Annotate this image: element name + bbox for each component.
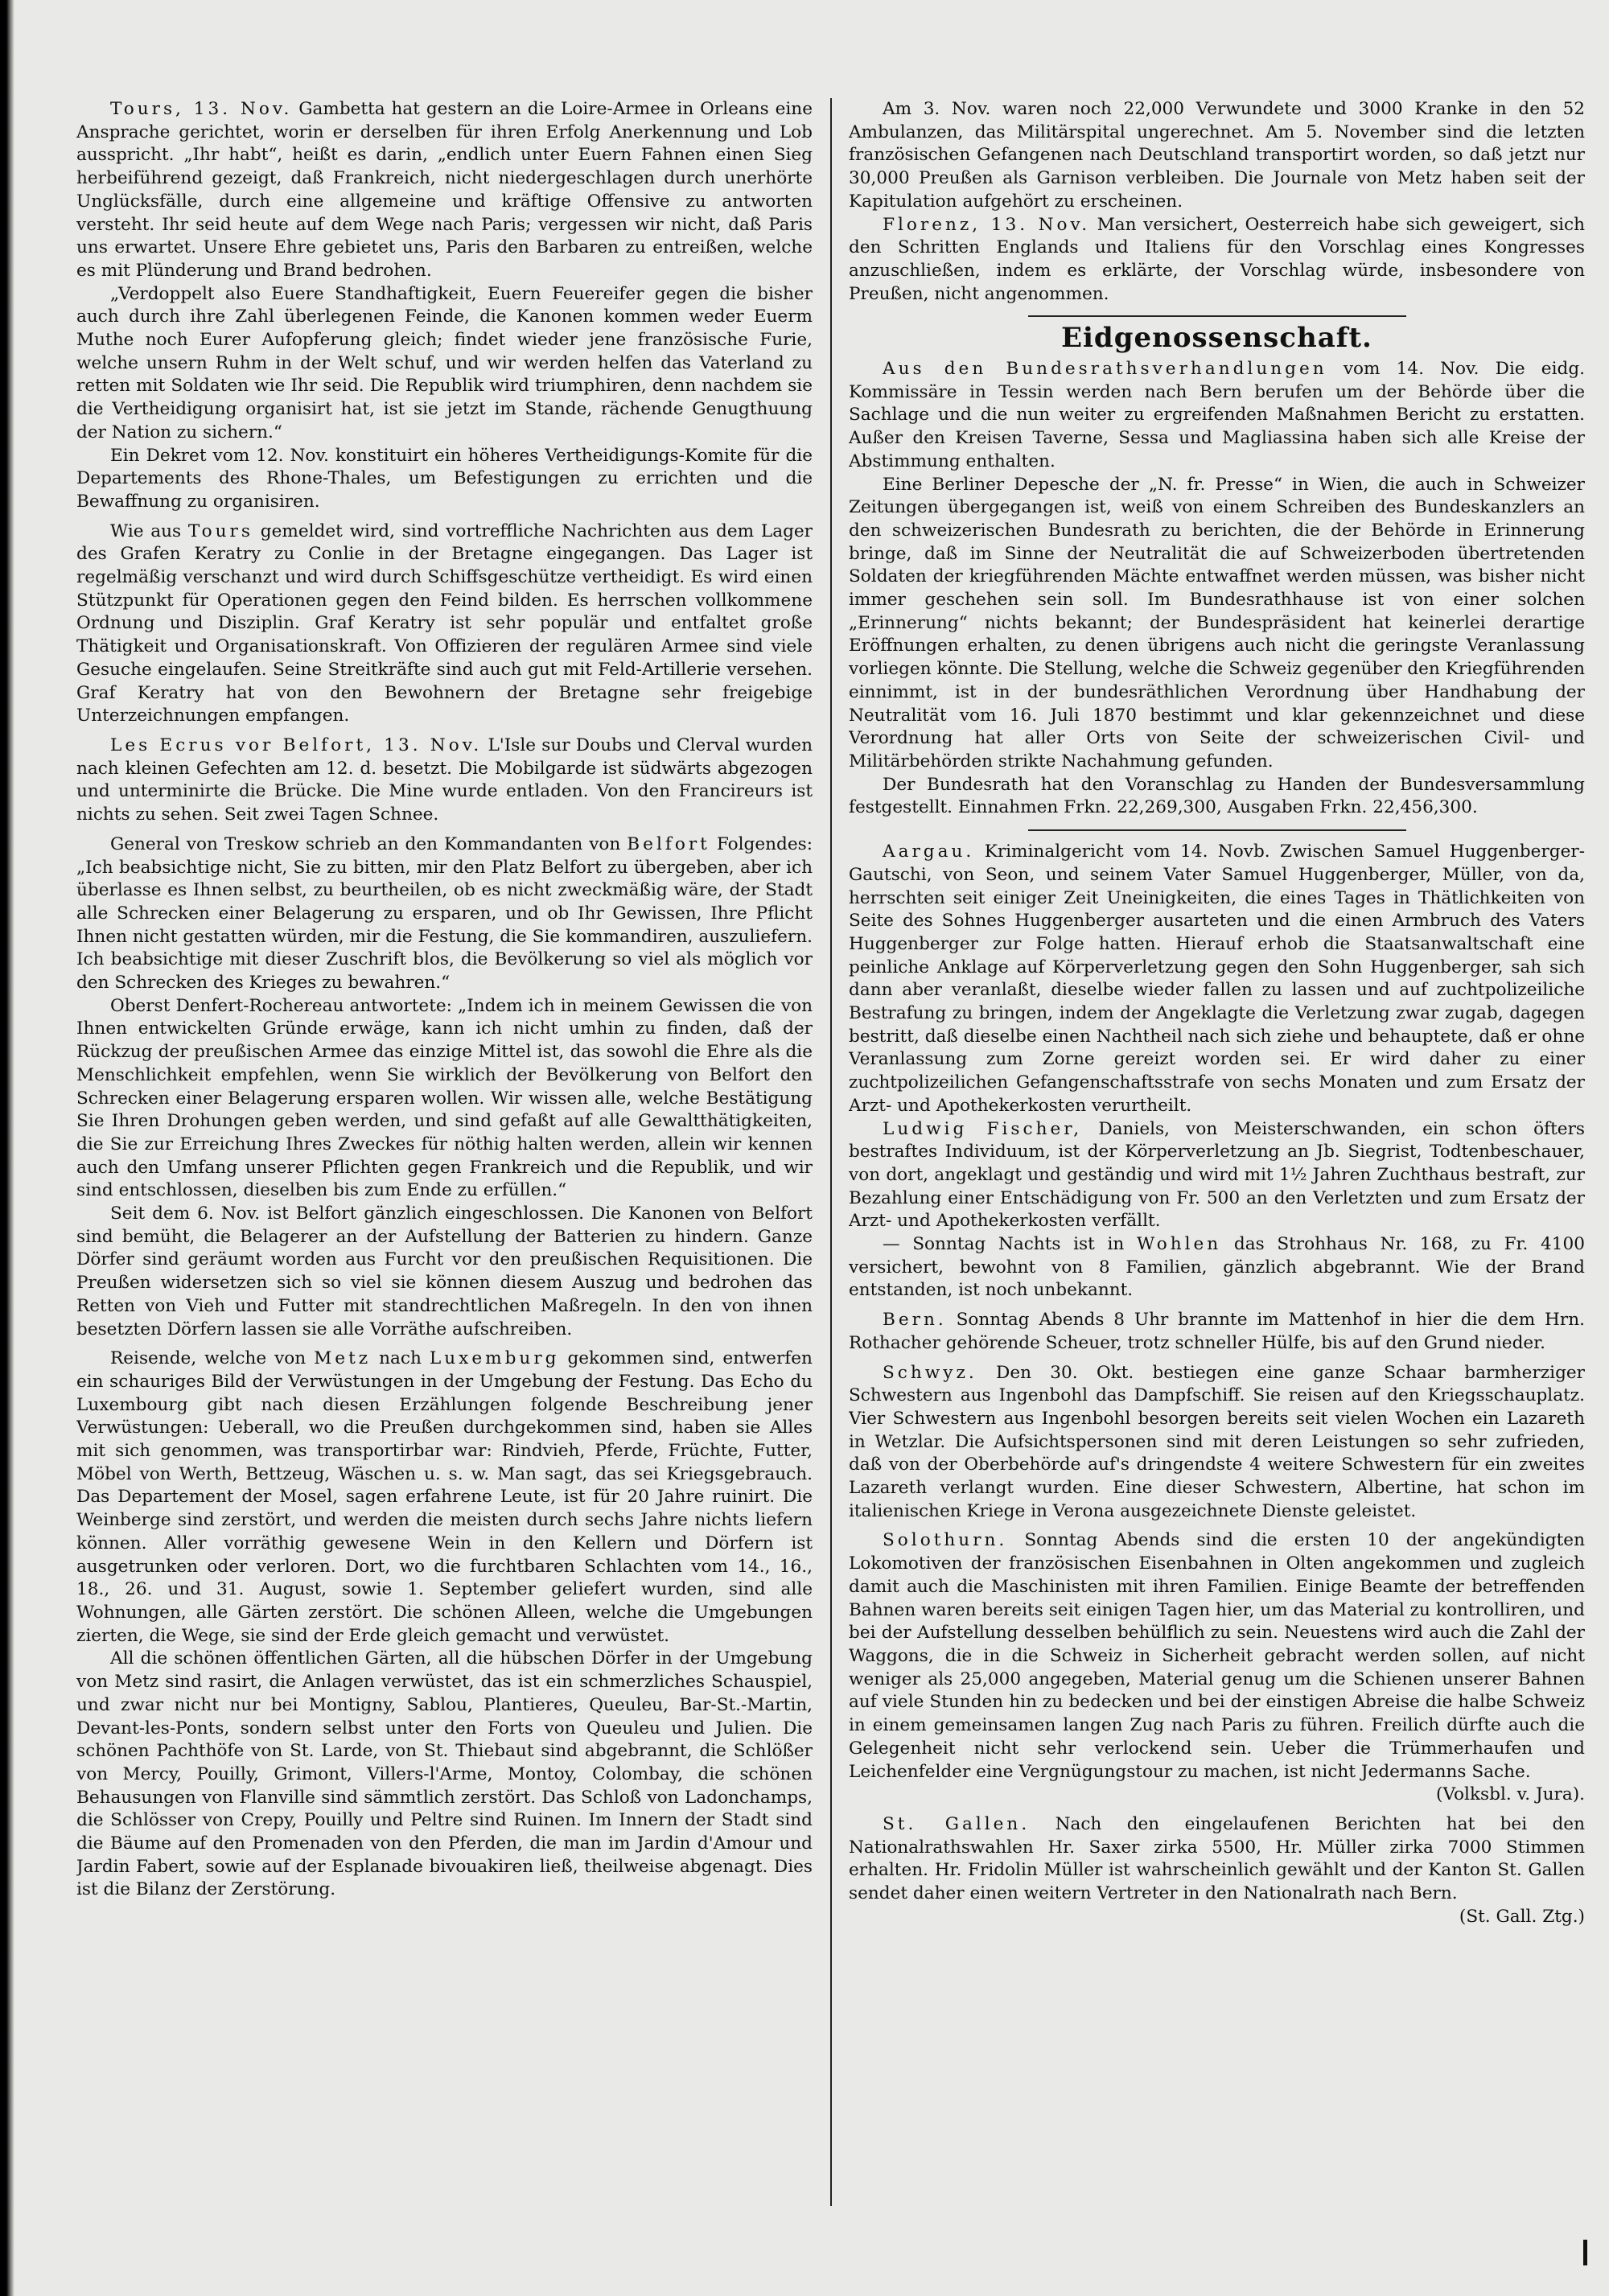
source-volksblatt: (Volksbl. v. Jura). (1436, 1784, 1585, 1805)
article-florenz: Florenz, 13. Nov. Man versichert, Oesterreich habe sich geweigert, sich den Schritten Englands und Italiens für den Vorschlag eines Kongresses anzuschließen, indem es erklärte, der Vorschlag würde, insbesondere von Preußen, nicht angenommen. (849, 214, 1585, 304)
article-solothurn: Solothurn. Sonntag Abends sind die ersten 10 der angekündigten Lokomotiven der französischen Eisenbahnen in Olten angekommen und zugleich damit auch die Maschinisten mit ihren Familien. Einige Beamte der betreffenden Bahnen waren bereits seit einigen Tagen hier, um das Material zu kontrolliren, und bei der Aufstellung desselben behülflich zu sein. Neuestens wird auch die Zahl der Waggons, die in die Schweiz in Sicherheit gebracht werden sollen, auf nicht weniger als 25,000 angegeben, Material genug um die Schienen unserer Bahnen auf viele Stunden hin zu bedecken und bei der einstigen Abreise die halbe Schweiz in einem gemeinsamen langen Zug nach Paris zu führen. Freilich dürfte auch die Gelegenheit nicht sehr verlockend sein. Ueber die Trümmerhaufen und Leichenfelder eine Vergnügungstour zu machen, ist nicht Jedermanns Sache. (849, 1530, 1585, 1782)
article-belfort-denfert: Oberst Denfert-Rochereau antwortete: „Indem ich in meinem Gewissen die von Ihnen entwickelten Gründe erwäge, kann ich nicht umhin zu finden, daß der Rückzug der preußischen Armee das einzige Mittel ist, das sowohl die Ehre als die Menschlichkeit empfehlen, wenn Sie wirklich der Bevölkerung von Belfort den Schrecken einer Belagerung ersparen wollen. Wir wissen alle, welche Bestätigung Sie Ihren Drohungen geben werden, und sind gefaßt auf alle Gewaltthätigkeiten, die Sie zur Erreichung Ihres Zweckes für nöthig halten werden, allein wir kennen auch den Umfang unserer Pflichten gegen Frankreich und die Republik, und wir sind entschlossen, dieselben bis zum Ende zu erfüllen.“ (76, 995, 813, 1201)
scan-dark-edge (0, 0, 14, 2296)
article-metz-travellers: Reisende, welche von Metz nach Luxemburg gekommen sind, entwerfen ein schauriges Bild der Verwüstungen in der Umgebung der Festung. Das Echo du Luxembourg gibt nach diesen Erzählungen folgende Beschreibung jener Verwüstungen: Ueberall, wo die Preußen durchgekommen sind, haben sie Alles mit sich genommen, was transportirbar war: Rindvieh, Pferde, Früchte, Futter, Möbel von Werth, Bettzeug, Wäschen u. s. w. Man sagt, das sei Kriegsgebrauch. Das Departement der Mosel, sagen erfahrene Leute, ist für 20 Jahre ruinirt. Die Weinberge sind zerstört, und werden die meisten durch sechs Jahre nichts liefern können. Aller vorräthig gewesene Wein in den Kellern und Dörfern ist ausgetrunken oder verloren. Dort, wo die furchtbaren Schlachten vom 14., 16., 18., 26. und 31. August, sowie 1. September geliefert wurden, sind alle Wohnungen, alle Gärten zerstört. Die schönen Alleen, welche die Umgebungen zierten, die Wege, sie sind der Erde gleich gemacht und verwüstet. (76, 1348, 813, 1646)
article-st-gallen: St. Gallen. Nach den eingelaufenen Berichten hat bei den Nationalrathswahlen Hr. Saxer zirka 5500, Hr. Müller zirka 7000 Stimmen erhalten. Hr. Fridolin Müller ist wahrscheinlich gewählt und der Kanton St. Gallen sendet daher einen weitern Vertreter in den Nationalrath nach Bern. (849, 1813, 1585, 1904)
article-aargau-fischer: Ludwig Fischer, Daniels, von Meisterschwanden, ein schon öfters bestraftes Individuum, ist der Körperverletzung an Jb. Siegrist, Todtenbeschauer, von dort, angeklagt und geständig und wird mit 1½ Jahren Zuchthaus bestraft, zur Bezahlung einer Entschädigung von Fr. 500 an den Verletzten und zum Ersatz der Arzt- und Apothekerkosten verfällt. (849, 1118, 1585, 1232)
left-column (76, 98, 813, 2206)
article-divider (1028, 829, 1406, 831)
section-divider (1028, 315, 1406, 317)
article-bundesrath-neutralitaet: Eine Berliner Depesche der „N. fr. Presse“ in Wien, die auch in Schweizer Zeitungen übergegangen ist, weiß von einem Schreiben des Bundeskanzlers an den schweizerischen Bundesrath zu berichten, die der Behörde in Erinnerung bringe, daß im Sinne der Neutralität die auf Schweizerboden übertretenden Soldaten der kriegführenden Mächte entwaffnet werden müssen, was bisher nicht immer geschehen sein soll. Im Bundesrathhause ist von einer solchen „Erinnerung“ nichts bekannt; der Bundespräsident hat keinerlei derartige Eröffnungen erhalten, zu denen übrigens auch nicht die geringste Veranlassung vorliegen könnte. Die Stellung, welche die Schweiz gegenüber den Kriegführenden einnimmt, ist in der bundesräthlichen Verordnung über Handhabung der Neutralität vom 16. Juli 1870 bestimmt und klar gekennzeichnet und diese Verordnung hat aller Orts von Seite der schweizerischen Civil- und Militärbehörden strikte Nachahmung gefunden. (849, 474, 1585, 772)
newspaper-page (76, 98, 1585, 2206)
article-metz-wounded: Am 3. Nov. waren noch 22,000 Verwundete und 3000 Kranke in den 52 Ambulanzen, das Militärspital ungerechnet. Am 5. November sind die letzten französischen Gefangenen nach Deutschland transportirt worden, so daß jetzt nur 30,000 Preußen als Garnison verbleiben. Die Journale von Metz haben seit der Kapitulation aufgehört zu erscheinen. (849, 99, 1585, 212)
article-aargau-court: Aargau. Kriminalgericht vom 14. Novb. Zwischen Samuel Huggenberger-Gautschi, von Seon, und seinem Vater Samuel Huggenberger, Müller, von da, herrschten seit einiger Zeit Uneinigkeiten, die eines Tages in Thätlichkeiten von Seite des Sohnes Huggenberger ausarteten und die einen Armbruch des Vaters Huggenberger zur Folge hatten. Hierauf erhob die Staatsanwaltschaft eine peinliche Anklage auf Körperverletzung gegen den Sohn Huggenberger, sah sich dann aber veranlaßt, dieselbe wieder fallen zu lassen und auf zuchtpolizeiliche Bestrafung zu bringen, indem der Angeklagte die Verletzung zwar zugab, dagegen bestritt, daß dieselbe einen Nachtheil nach sich ziehe und behauptete, daß er ohne Veranlassung zum Zorne gereizt worden sei. Er wird daher zu einer zuchtpolizeilichen Gefangenschaftsstrafe von sechs Monaten und zum Ersatz der Arzt- und Apothekerkosten verurtheilt. (849, 841, 1585, 1116)
article-tours-quote: „Verdoppelt also Euere Standhaftigkeit, Euern Feuereifer gegen die bisher auch durch ihre Zahl überlegenen Feinde, die Kanonen kommen weder Euerm Muthe noch Eurer Aufopferung gleich; findet wieder jene französische Furie, welche unsern Ruhm in der Welt schuf, und wir werden helfen das Vaterland zu retten mit Soldaten wie Ihr seid. Die Republik wird triumphiren, denn nachdem sie die Vertheidigung organisirt hat, ist sie jetzt im Stande, rächende Genugthuung der Nation zu sichern.“ (76, 283, 813, 442)
article-belfort-siege: Seit dem 6. Nov. ist Belfort gänzlich eingeschlossen. Die Kanonen von Belfort sind bemüht, die Belagerer an der Aufstellung der Batterien zu hindern. Ganze Dörfer sind geräumt worden aus Furcht vor den preußischen Requisitionen. Die Preußen widersetzen sich so viel sie können diesem Auszug und bedrohen das Retten von Vieh und Futter mit standrechtlichen Maßregeln. In den von ihnen besetzten Dörfern lassen sie alle Vorräthe aufschreiben. (76, 1204, 813, 1339)
article-metz-gardens: All die schönen öffentlichen Gärten, all die hübschen Dörfer in der Umgebung von Metz sind rasirt, die Anlagen verwüstet, das ist ein schmerzliches Schauspiel, und zwar nicht nur bei Montigny, Sablou, Plantieres, Queuleu, Bar-St.-Martin, Devant-les-Ponts, sondern selbst unter den Forts von Queuleu und Julien. Die schönen Pachthöfe von St. Larde, von St. Thiebaut sind abgebrannt, die Schlößer von Mercy, Pouilly, Grimont, Villers-l'Arme, Montoy, Colombay, die schönen Behausungen von Flanville sind sämmtlich zerstört. Das Schloß von Ladonchamps, die Schlösser von Crepy, Pouilly und Peltre sind Ruinen. Im Innern der Stadt sind die Bäume auf den Promenaden von den Pferden, die man im Jardin d'Amour und Jardin Fabert, sowie auf der Esplanade bivouakiren ließ, theilweise abgenagt. Dies ist die Bilanz der Zerstörung. (76, 1648, 813, 1900)
section-title: Eidgenossenschaft. (1061, 322, 1372, 355)
article-tours-decree: Ein Dekret vom 12. Nov. konstituirt ein höheres Vertheidigungs-Komite für die Departements des Rhone-Thales, um Befestigungen zu errichten und die Bewaffnung zu organisiren. (76, 445, 813, 512)
article-bern: Bern. Sonntag Abends 8 Uhr brannte im Mattenhof in hier die dem Hrn. Rothacher gehörende Scheuer, trotz schneller Hülfe, bis auf den Grund nieder. (849, 1310, 1585, 1353)
column-divider (830, 98, 832, 2206)
source-st-gall-ztg: (St. Gall. Ztg.) (1459, 1906, 1585, 1927)
article-wohlen-fire: — Sonntag Nachts ist in Wohlen das Strohhaus Nr. 168, zu Fr. 4100 versichert, bewohnt von 8 Familien, gänzlich abgebrannt. Wie der Brand entstanden, ist noch unbekannt. (849, 1234, 1585, 1301)
article-belfort-treskow: General von Treskow schrieb an den Kommandanten von Belfort Folgendes: „Ich beabsichtige nicht, Sie zu bitten, mir den Platz Belfort zu übergeben, aber ich überlasse es Ihnen selbst, zu beurtheilen, ob es nicht zweckmäßig wäre, der Stadt alle Schrecken einer Belagerung zu ersparen, und ob Ihr Gewissen, Ihre Pflicht Ihnen nicht gestatten würden, mir die Festung, die Sie kommandiren, auszuliefern. Ich beabsichtige mit dieser Zuschrift blos, die Bevölkerung so viel als möglich vor den Schrecken des Krieges zu bewahren.“ (76, 833, 813, 994)
scan-margin-mark (1583, 2240, 1587, 2265)
article-bundesrath-tessin: Aus den Bundesrathsverhandlungen vom 14. Nov. Die eidg. Kommissäre in Tessin werden nach Bern berufen um der Behörde über die Sachlage und die nun weiter zu ergreifenden Maßnahmen Bericht zu erstatten. Außer den Kreisen Taverne, Sessa und Magliassina haben sich alle Kreise der Abstimmung enthalten. (849, 359, 1585, 471)
right-column (849, 98, 1585, 2206)
article-tours-gambetta: Tours, 13. Nov. Gambetta hat gestern an die Loire-Armee in Orleans eine Ansprache gerichtet, worin er derselben für ihren Erfolg Anerkennung und Lob ausspricht. „Ihr habt“, heißt es darin, „endlich unter Euern Fahnen einen Sieg herbeiführend gezeigt, daß Frankreich, nicht niedergeschlagen durch unerhörte Unglücksfälle, durch eine allgemeine und kräftige Offensive zu antworten versteht. Ihr seid heute auf dem Wege nach Paris; vergessen wir nicht, daß Paris uns erwartet. Unsere Ehre gebietet uns, Paris den Barbaren zu entreißen, welche es mit Plünderung und Brand bedrohen. (76, 99, 813, 281)
article-schwyz: Schwyz. Den 30. Okt. bestiegen eine ganze Schaar barmherziger Schwestern aus Ingenbohl das Dampfschiff. Sie reisen auf den Kriegsschauplatz. Vier Schwestern aus Ingenbohl besorgen bereits seit vielen Wochen ein Lazareth in Wetzlar. Die Aufsichtspersonen sind mit deren Leistungen so sehr zufrieden, daß von der Oberbehörde auf's dringendste 4 weitere Schwestern für ein zweites Lazareth verlangt wurden. Eine dieser Schwestern, Albertine, hat schon im italienischen Kriege in Verona ausgezeichnete Dienste geleistet. (849, 1362, 1585, 1521)
article-tours-keratry: Wie aus Tours gemeldet wird, sind vortreffliche Nachrichten aus dem Lager des Grafen Keratry zu Conlie in der Bretagne eingegangen. Das Lager ist regelmäßig verschanzt und wird durch Schiffsgeschütze vertheidigt. Es wird einen Stützpunkt für Operationen gegen den Feind bilden. Es herrschen vollkommene Ordnung und Disziplin. Graf Keratry ist sehr populär und entfaltet große Thätigkeit und Organisationskraft. Von Offizieren der regulären Armee sind viele Gesuche eingelaufen. Seine Streitkräfte sind auch gut mit Feld-Artillerie versehen. Graf Keratry hat von den Bewohnern der Bretagne sehr freigebige Unterzeichnungen empfangen. (76, 521, 813, 726)
article-belfort-ecrus: Les Ecrus vor Belfort, 13. Nov. L'Isle sur Doubs und Clerval wurden nach kleinen Gefechten am 12. d. besetzt. Die Mobilgarde ist südwärts abgezogen und unterminirte die Brücke. Die Mine wurde entladen. Von den Francireurs ist nichts zu sehen. Seit zwei Tagen Schnee. (76, 734, 813, 825)
article-bundesrath-budget: Der Bundesrath hat den Voranschlag zu Handen der Bundesversammlung festgestellt. Einnahmen Frkn. 22,269,300, Ausgaben Frkn. 22,456,300. (849, 774, 1585, 818)
